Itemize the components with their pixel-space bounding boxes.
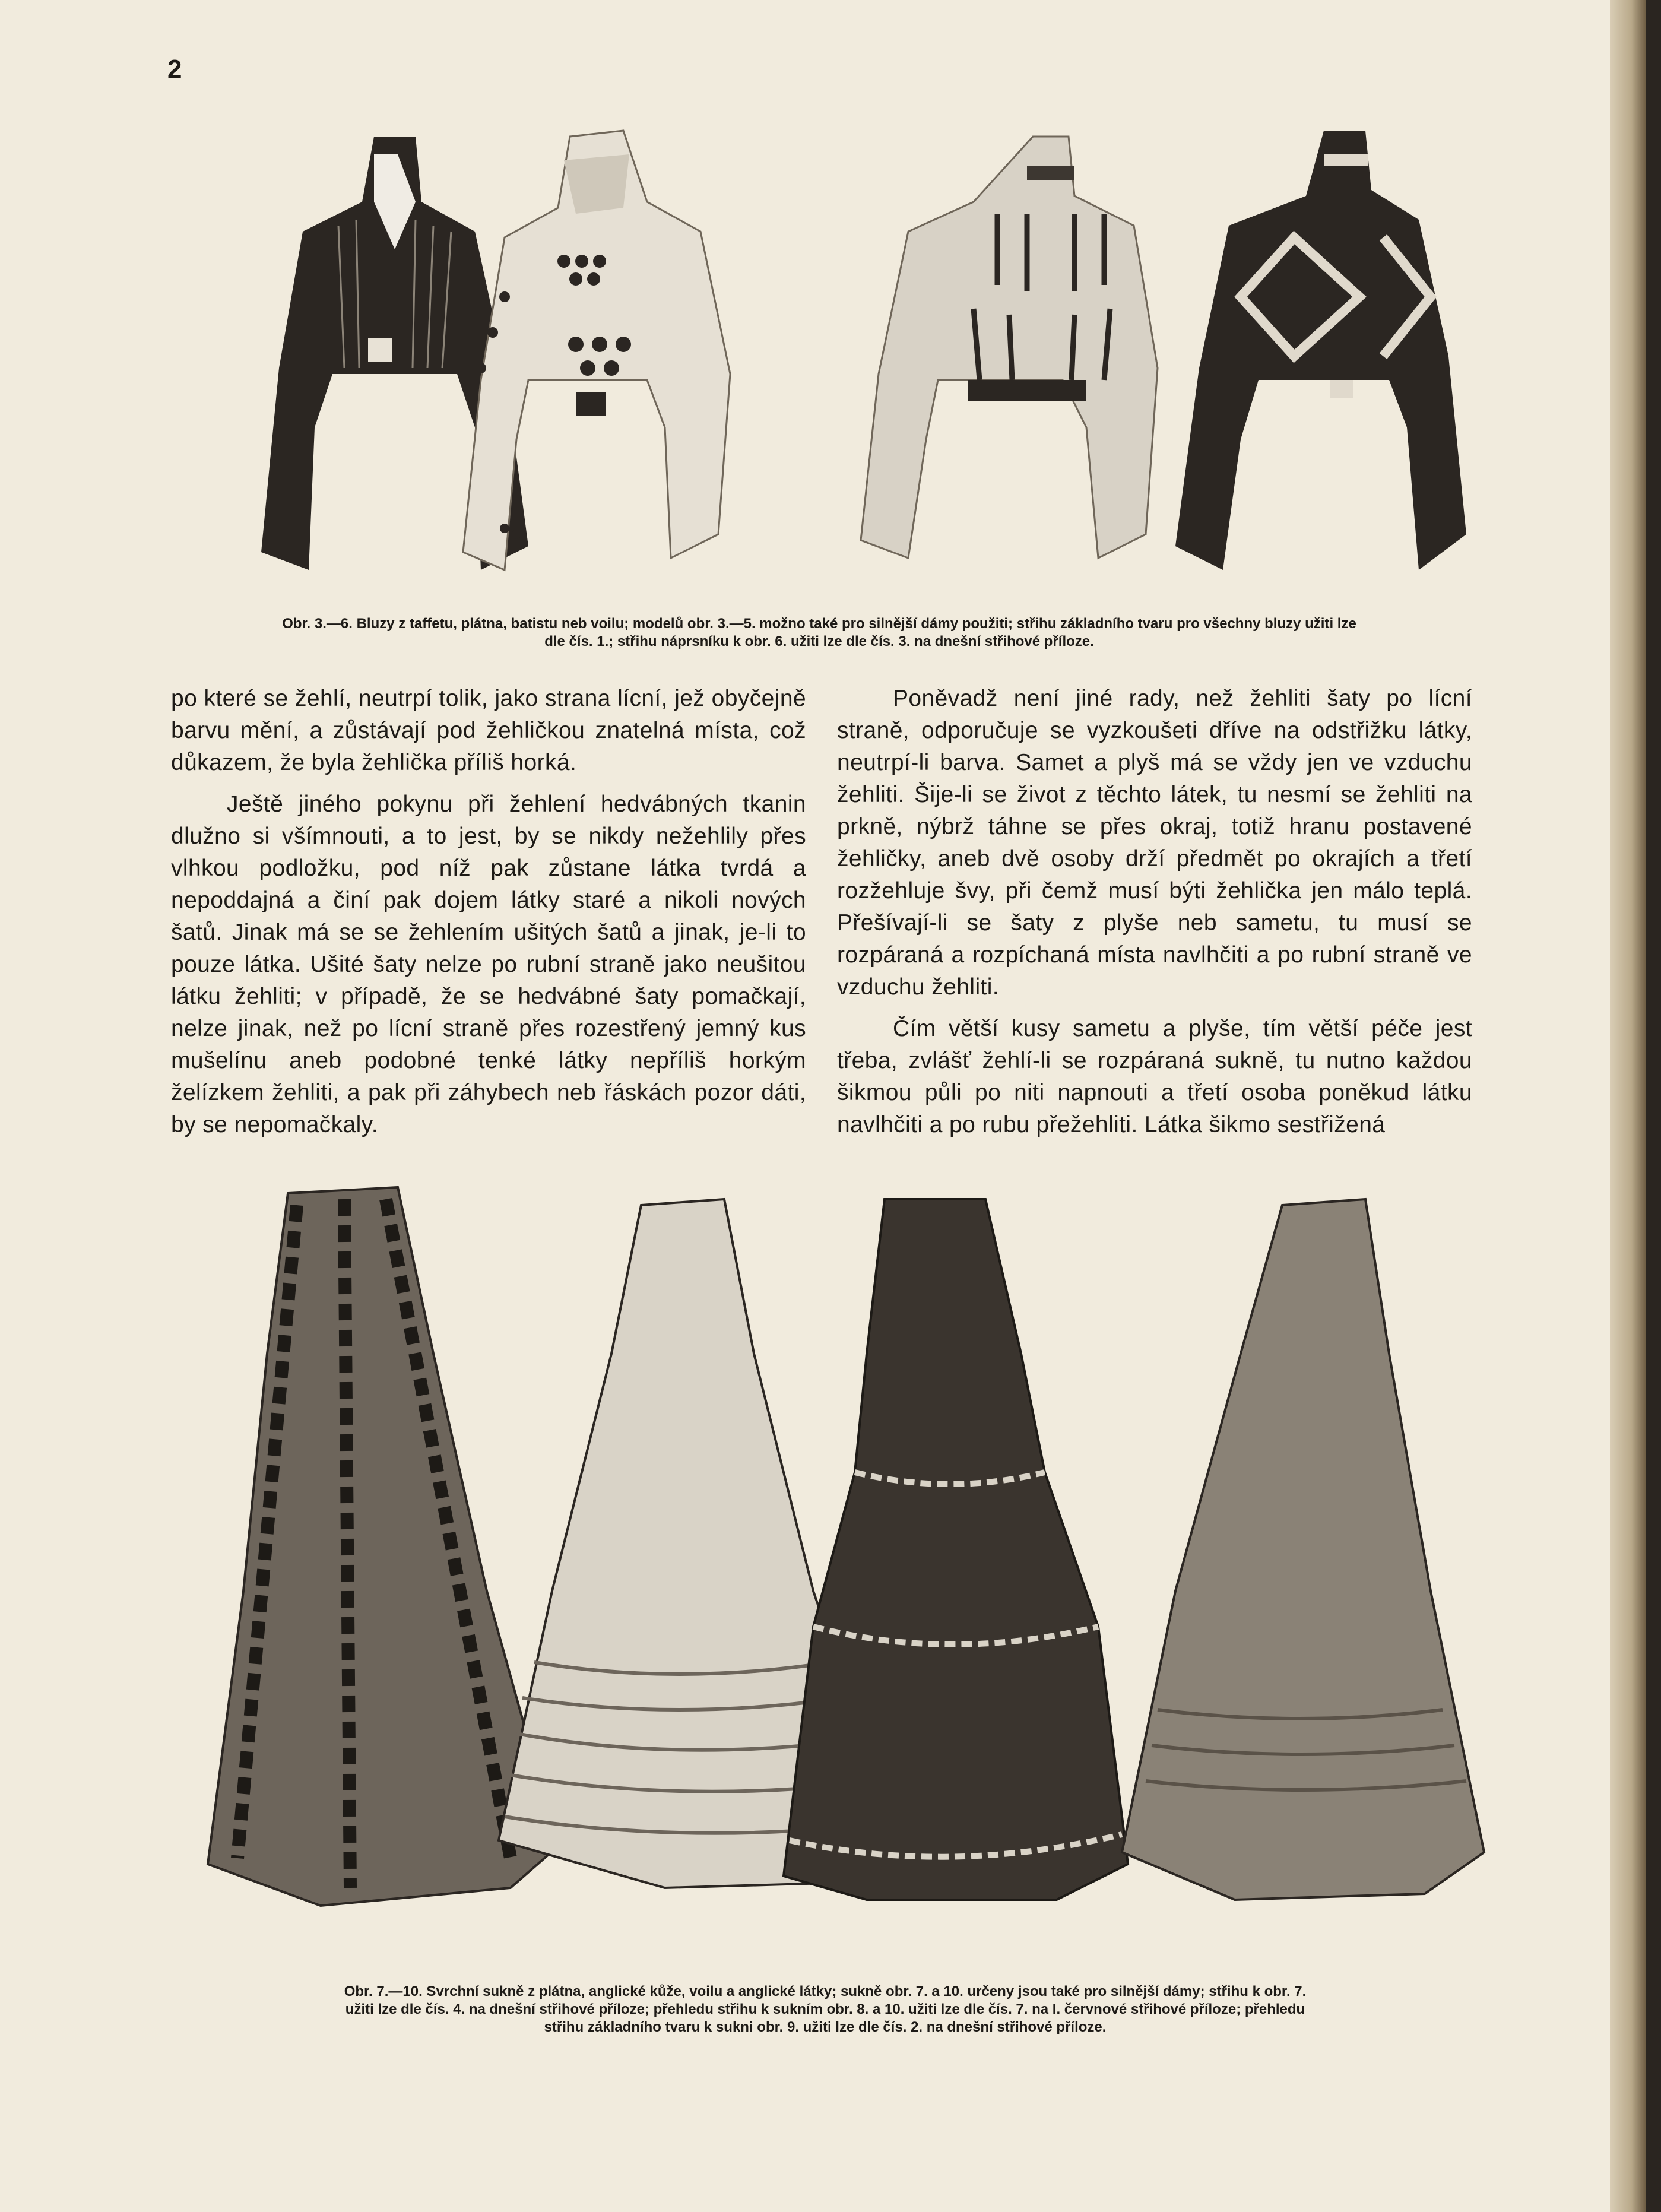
top-caption-line-2: dle čís. 1.; střihu náprsníku k obr. 6. užiti lze dle čís. 3. na dnešní střihové příloze. (544, 633, 1094, 649)
right-text-column (837, 683, 1472, 1141)
bottom-figure-caption (196, 1983, 1454, 2036)
page-number: 2 (167, 55, 182, 84)
skirt-panelled (208, 1187, 558, 1906)
bottom-caption-line-2: užiti lze dle čís. 4. na dnešní střihové příloze; přehledu střihu k sukním obr. 8. a 10. užiti lze dle čís. 7. na I. červnové střihové příloze; přehledu (345, 2001, 1305, 2017)
blouse-light-dotted (463, 131, 730, 570)
bottom-caption-line-1: Obr. 7.—10. Svrchní sukně z plátna, anglické kůže, voilu a anglické látky; sukně obr. 7. a 10. určeny jsou také pro silnější dámy; střihu k obr. 7. (344, 1983, 1307, 1999)
skirts-illustration (202, 1175, 1496, 1941)
left-paragraph-1: po které se žehlí, neutrpí tolik, jako strana lícní, jež obyčejně barvu mění, a zůstávají pod žehličkou znatelná místa, což důkazem, že byla žehlička příliš horká. (171, 686, 806, 775)
skirt-dark-tiered (784, 1199, 1128, 1900)
page-spine (1610, 0, 1646, 2212)
right-paragraph-1: Poněvadž není jiné rady, než žehliti šaty po lícní straně, odporučuje se vyzkoušeti dříve na odstřižku látky, neutrpí-li barva. Samet a plyš má se vždy jen ve vzduchu žehliti. Šije-li se život z těchto látek, tu nesmí se žehliti na prkně, nýbrž táhne se přes okraj, totiž hranu postavené žehličky, aneb dvě osoby drží předmět po okrajích a třetí rozžehluje švy, při čemž musí býti žehlička jen málo teplá. Přešívají-li se šaty z plyše neb sametu, tu musí se rozpáraná a rozpíchaná místa navlhčiti a po rubní straně ve vzduchu žehliti. (837, 686, 1472, 1000)
skirt-tweed (1122, 1199, 1484, 1900)
blouses-illustration (196, 119, 1478, 594)
left-text-column (171, 683, 806, 1141)
bottom-caption-line-3: střihu základního tvaru k sukni obr. 9. užiti lze dle čís. 2. na dnešní střihové příloze. (544, 2019, 1107, 2035)
top-caption-line-1: Obr. 3.—6. Bluzy z taffetu, plátna, batistu neb voilu; modelů obr. 3.—5. možno také pro silnější dámy použiti; střihu základního tvaru pro všechny bluzy užiti lze (282, 616, 1356, 632)
blouse-light-satin (861, 137, 1158, 558)
left-paragraph-2: Ještě jiného pokynu při žehlení hedvábných tkanin dlužno si všímnouti, a to jest, by se nikdy nežehlily přes vlhkou podložku, pod níž pak zůstane látka tvrdá a nepoddajná a činí pak dojem látky staré a nikoli nových šatů. Jinak má se se žehlením ušitých šatů a jinak, je-li to pouze látka. Ušité šaty nelze po rubní straně jako neušitou látku žehliti; v případě, že se hedvábné šaty pomačkají, nelze jinak, než po lícní straně přes rozestřený jemný kus mušelínu aneb podobné tenké látky nepříliš horkým želízkem žehliti, a pak při záhybech neb řáskách pozor dáti, by se nepomačkaly. (171, 791, 806, 1137)
right-paragraph-2: Čím větší kusy sametu a plyše, tím větší péče jest třeba, zvlášť žehlí-li se rozpáraná sukně, tu nutno každou šikmou půli po niti napnouti a třetí osoba poněkud látku navlhčiti a po rubu přežehliti. Látka šikmo sestřižená (837, 1016, 1472, 1137)
top-figure-caption (166, 615, 1472, 651)
blouse-dark-lace (1175, 131, 1466, 570)
